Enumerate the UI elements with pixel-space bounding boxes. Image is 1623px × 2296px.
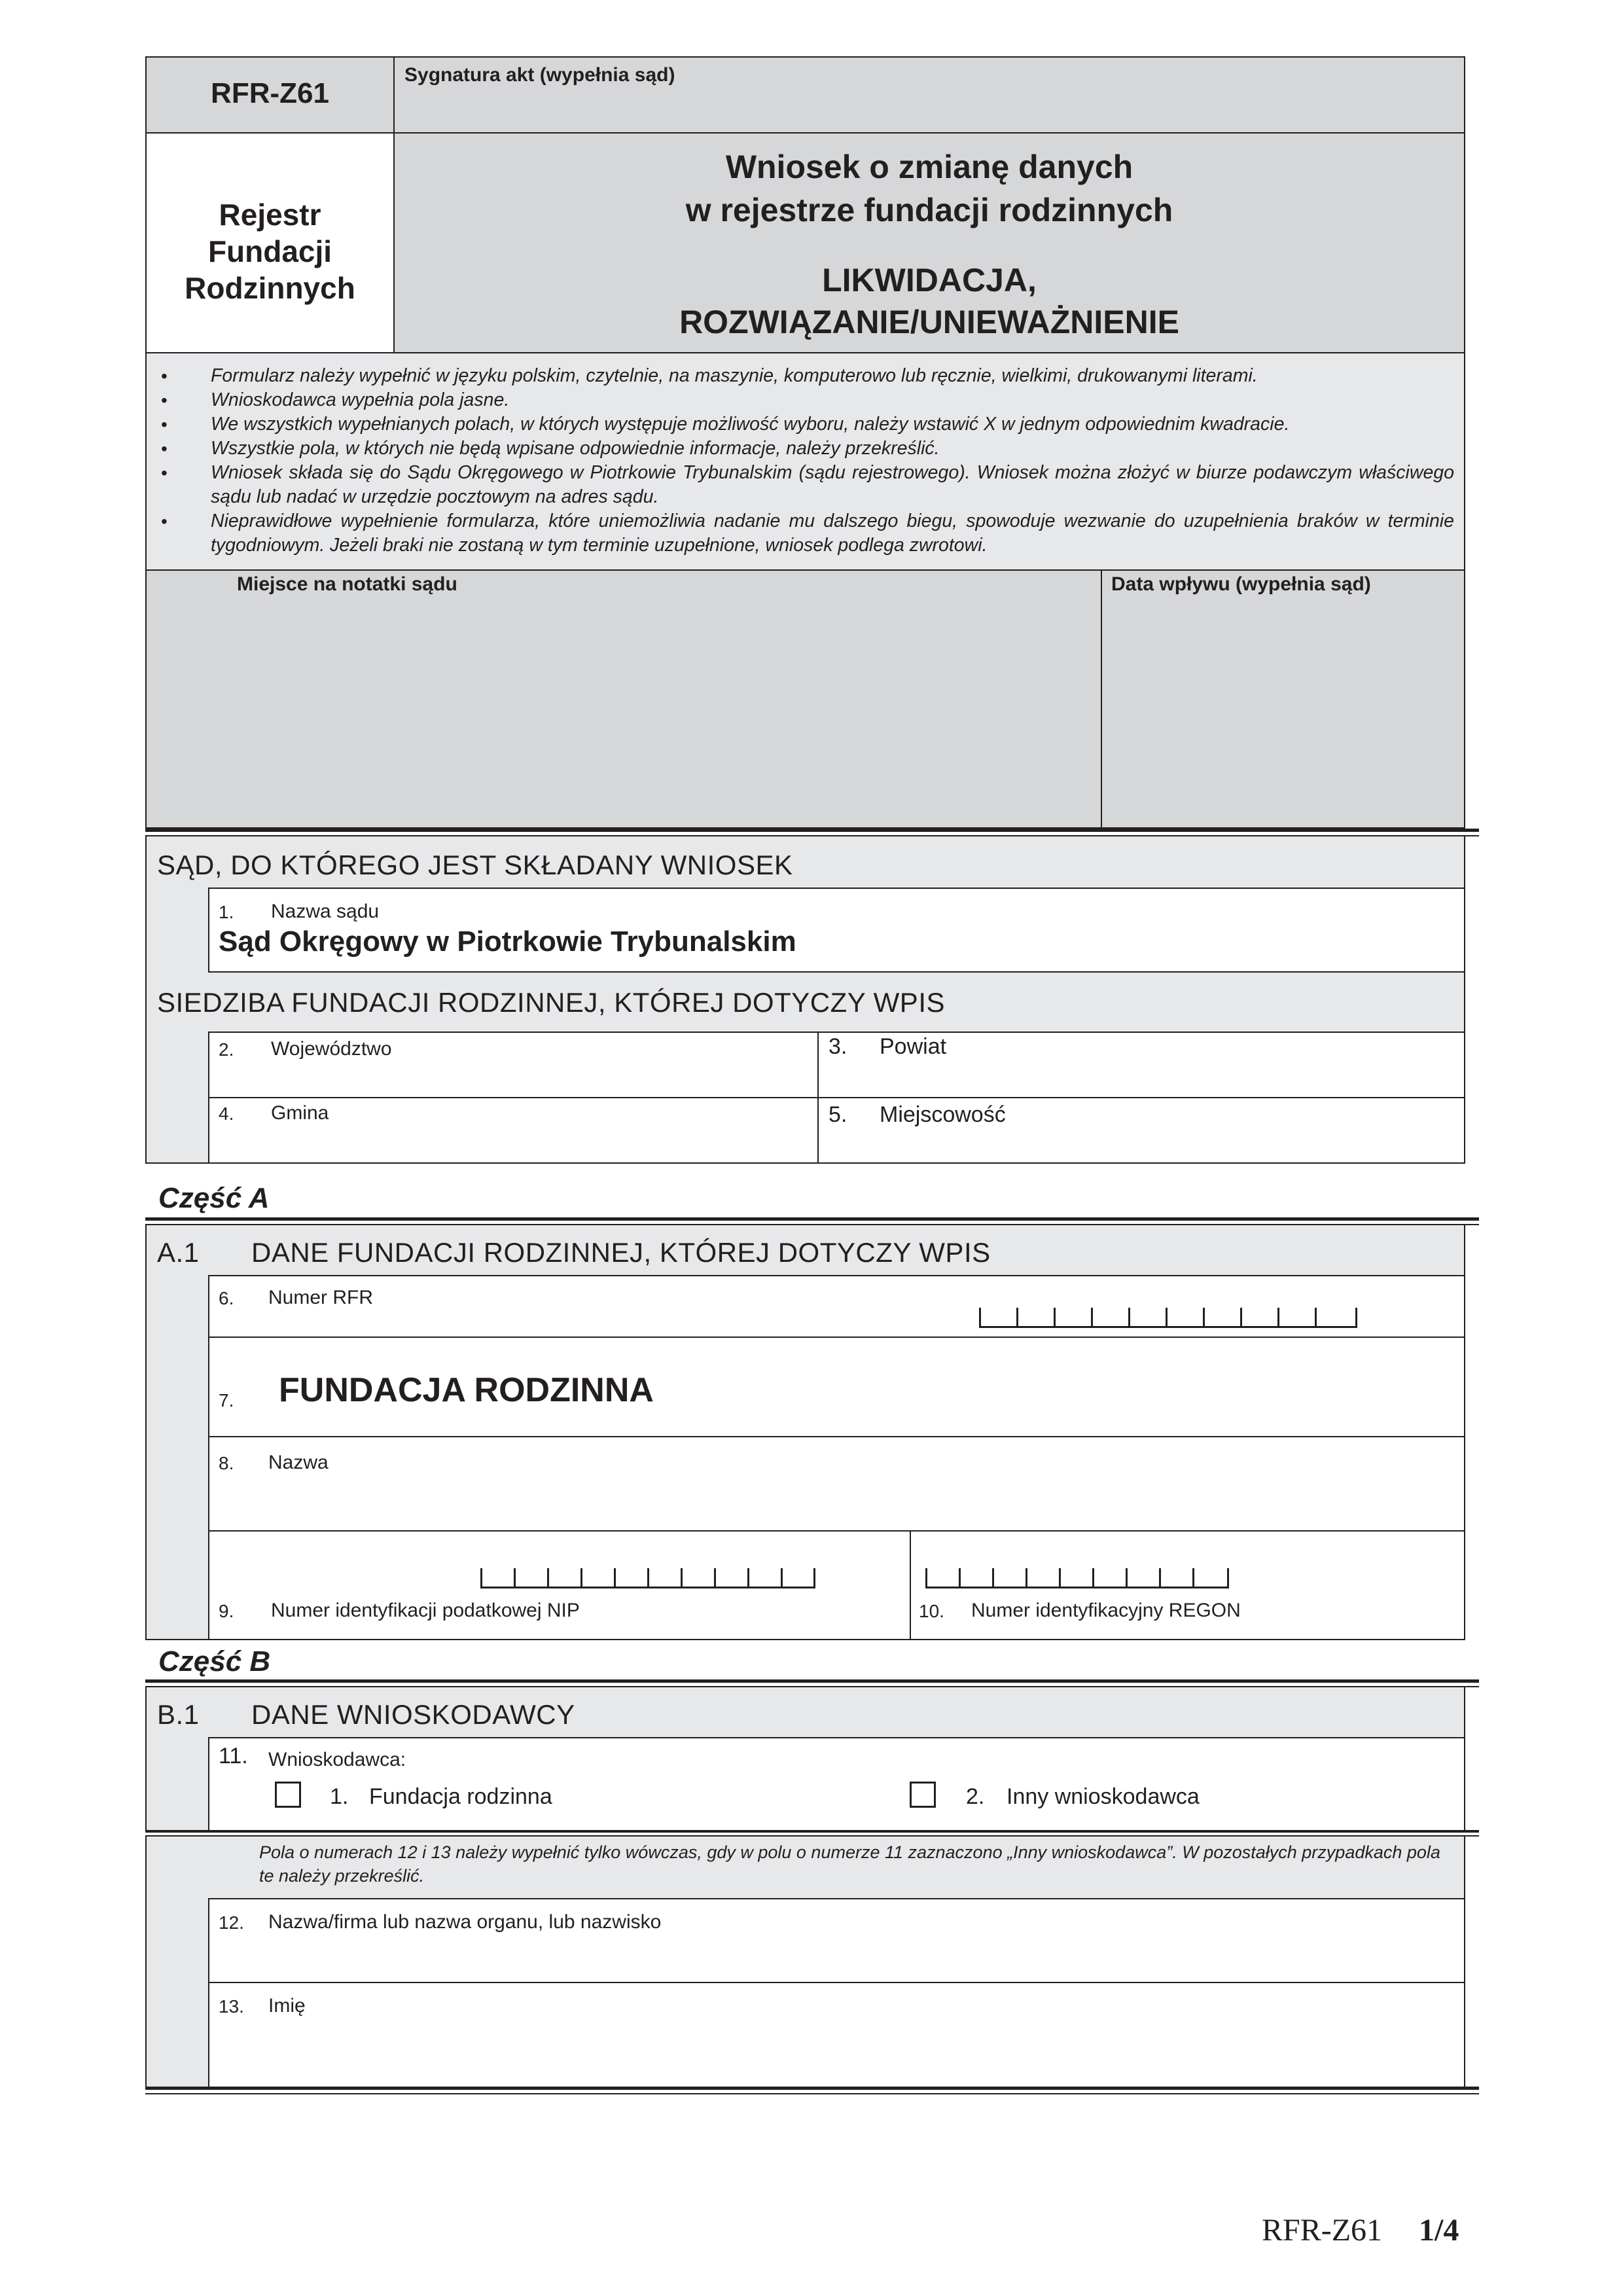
applicant-other-label: Inny wnioskodawca [1007,1784,1200,1809]
field-number: 1. [330,1784,349,1809]
registry-line2: Fundacji [207,234,332,268]
subtitle-line1: LIKWIDACJA, [822,262,1037,298]
title-line2: w rejestrze fundacji rodzinnych [685,192,1173,228]
locality-label: Miejscowość [880,1102,1006,1127]
field-number: 5. [829,1102,847,1127]
court-name-value: Sąd Okręgowy w Piotrkowie Trybunalskim [219,925,796,958]
commune-label: Gmina [271,1102,329,1124]
other-applicant-note: Pola o numerach 12 i 13 należy wypełnić tylko wówczas, gdy w polu o numerze 11 zaznaczono „Inny wnioskodawca”. W pozostałych przypadkach pola te należy przekreślić. [259,1842,1440,1886]
instruction-item: • Wniosek składa się do Sądu Okręgowego w Piotrkowie Trybunalskim (sądu rejestrowego). Wniosek można złożyć w biurze podawczym właściwego sądu lub nadać w urzędzie pocztowym na adres sądu. [147,461,1454,509]
part-b-title: Część B [158,1645,271,1677]
signature-label: Sygnatura akt (wypełnia sąd) [404,64,675,86]
instruction-item: • Wnioskodawca wypełnia pola jasne. [147,388,1454,412]
divider [145,829,1479,832]
part-b-section-title: DANE WNIOSKODAWCY [251,1699,575,1730]
part-a-section-title: DANE FUNDACJI RODZINNEJ, KTÓREJ DOTYCZY WPIS [251,1237,991,1268]
regon-comb[interactable] [925,1568,1229,1588]
foundation-type-value: FUNDACJA RODZINNA [279,1371,654,1409]
divider [145,2093,1479,2094]
page-number: 1/4 [1419,2213,1459,2248]
field-number: 6. [219,1288,234,1308]
section-code: B.1 [157,1699,200,1730]
footer-form-code: RFR-Z61 [1262,2213,1383,2248]
applicant-other-checkbox[interactable] [910,1782,936,1808]
instruction-item: • Nieprawidłowe wypełnienie formularza, które uniemożliwia nadanie mu dalszego biegu, spowoduje wezwanie do uzupełnienia braków w terminie tygodniowym. Jeżeli braki nie zostaną w tym terminie uzupełnione, wniosek podlega zwrotowi. [147,509,1454,558]
registry-name [145,196,395,306]
field-number: 11. [219,1744,248,1768]
court-name-label: Nazwa sądu [271,901,380,922]
nip-comb[interactable] [480,1568,815,1588]
instruction-item: • Formularz należy wypełnić w języku polskim, czytelnie, na maszynie, komputerowo lub ręcznie, wielkimi, drukowanymi literami. [147,364,1454,388]
seat-section-title: SIEDZIBA FUNDACJI RODZINNEJ, KTÓREJ DOTYCZY WPIS [157,987,945,1018]
court-section-title: SĄD, DO KTÓREGO JEST SKŁADANY WNIOSEK [157,850,793,880]
court-notes-label: Miejsce na notatki sądu [237,573,457,595]
form-subtitle [393,259,1465,343]
receipt-date-box [1101,569,1465,829]
nip-label: Numer identyfikacji podatkowej NIP [271,1600,580,1621]
field-number: 3. [829,1034,847,1059]
field-number: 8. [219,1453,234,1473]
first-name-field[interactable] [208,1982,1465,2088]
regon-label: Numer identyfikacyjny REGON [971,1600,1241,1621]
form-code: RFR-Z61 [211,77,329,109]
county-label: Powiat [880,1034,947,1059]
receipt-date-label: Data wpływu (wypełnia sąd) [1111,573,1371,595]
field-number: 12. [219,1912,244,1933]
instruction-item: • We wszystkich wypełnianych polach, w których występuje możliwość wyboru, należy wstawić X w jednym odpowiednim kwadracie. [147,412,1454,437]
foundation-name-label: Nazwa [268,1452,329,1473]
applicant-foundation-label: Fundacja rodzinna [369,1784,552,1809]
field-number: 13. [219,1996,244,2017]
applicant-label: Wnioskodawca: [268,1749,406,1770]
field-number: 2. [219,1039,234,1060]
section-code: A.1 [157,1237,200,1268]
subtitle-line2: ROZWIĄZANIE/UNIEWAŻNIENIE [679,304,1179,340]
divider [145,1830,1479,1833]
part-a-title: Część A [158,1182,270,1214]
field-number: 7. [219,1390,234,1410]
court-notes-box [145,569,1102,829]
registry-line3: Rodzinnych [185,271,355,305]
divider [145,1217,1479,1221]
instructions-list [147,364,1454,558]
rfr-number-label: Numer RFR [268,1287,374,1308]
rfr-number-field[interactable] [208,1275,1465,1338]
applicant-name-label: Nazwa/firma lub nazwa organu, lub nazwisko [268,1911,662,1933]
field-number: 1. [219,902,234,922]
field-number: 10. [919,1601,944,1621]
field-number: 9. [219,1601,234,1621]
rfr-number-comb[interactable] [979,1308,1357,1328]
foundation-name-field[interactable] [208,1436,1465,1532]
divider [145,2087,1479,2090]
form-title [393,145,1465,232]
applicant-foundation-checkbox[interactable] [275,1782,301,1808]
field-number: 4. [219,1103,234,1124]
field-number: 2. [966,1784,985,1809]
voivodeship-label: Województwo [271,1038,392,1060]
registry-line1: Rejestr [219,198,321,232]
first-name-label: Imię [268,1995,306,2017]
divider [145,1679,1479,1683]
instruction-item: • Wszystkie pola, w których nie będą wpisane odpowiednie informacje, należy przekreślić. [147,437,1454,461]
title-line1: Wniosek o zmianę danych [725,149,1133,185]
